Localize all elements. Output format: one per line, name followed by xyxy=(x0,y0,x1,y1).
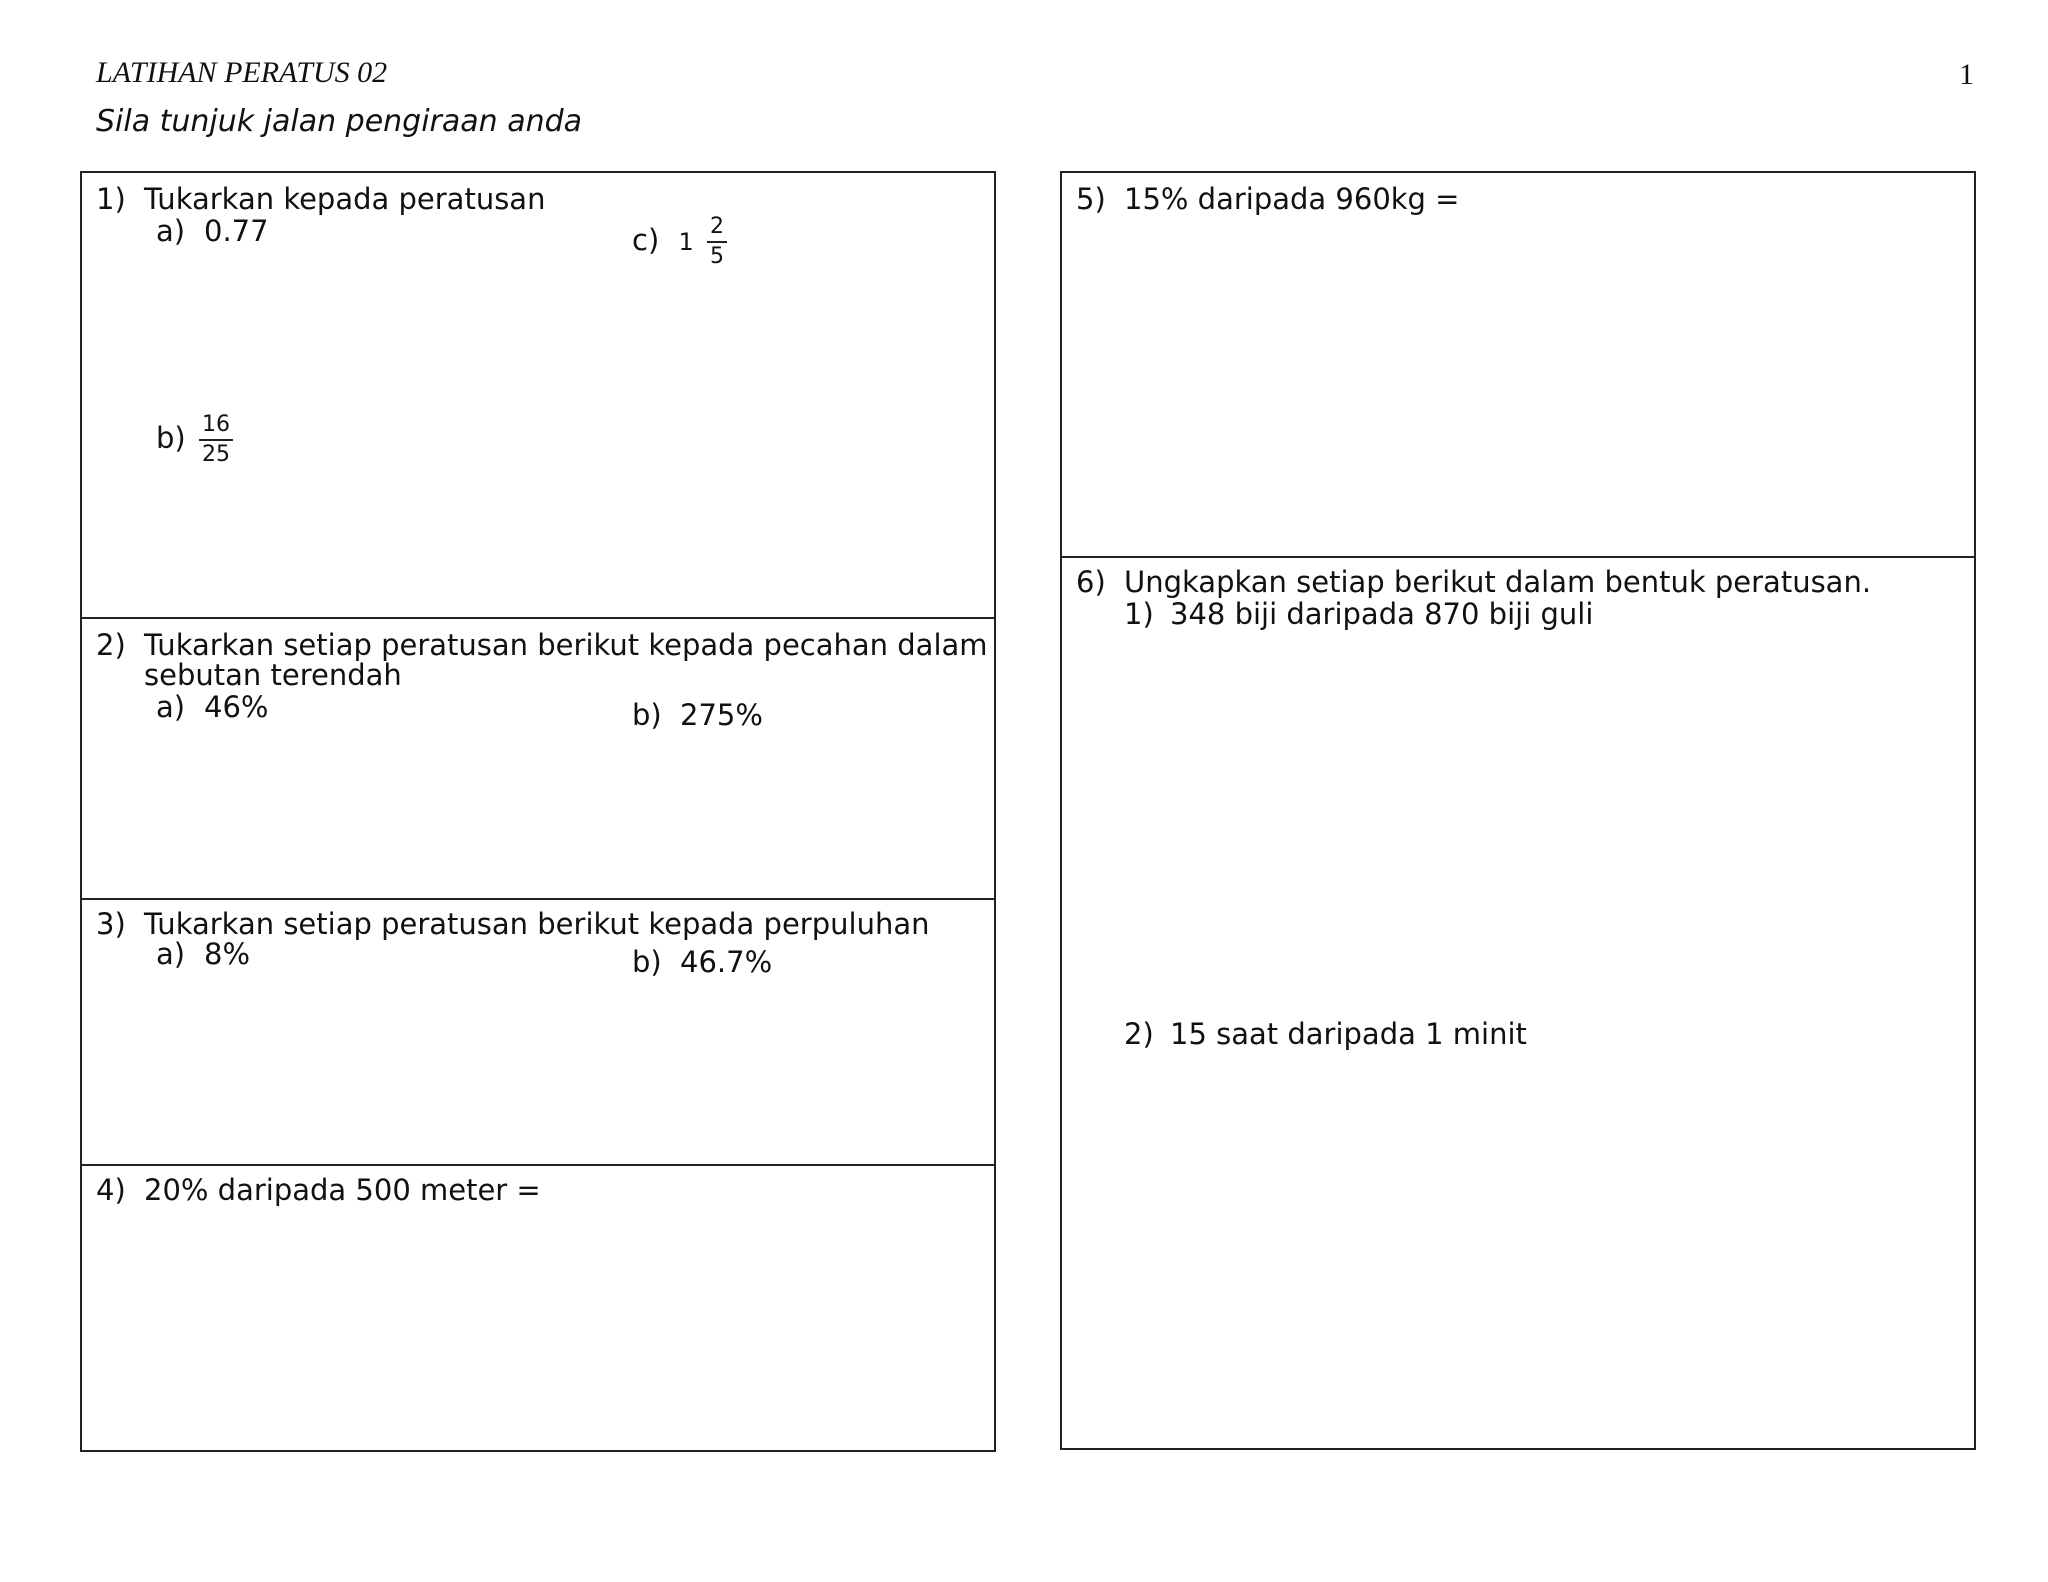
question-1-box xyxy=(82,173,994,617)
question-5-box xyxy=(1062,173,1974,556)
question-4-box xyxy=(82,1164,994,1450)
question-2-number: 2) xyxy=(96,628,126,662)
question-5-number: 5) xyxy=(1076,182,1106,216)
question-1a-label: a) xyxy=(156,214,186,248)
question-6-part2-label: 2) xyxy=(1124,1017,1154,1051)
right-column xyxy=(1060,171,1976,1450)
question-2-text-line2: sebutan terendah xyxy=(144,658,402,692)
question-3-number: 3) xyxy=(96,907,126,941)
question-4-number: 4) xyxy=(96,1173,126,1207)
question-2b-value: 275% xyxy=(680,698,763,732)
question-1-text: Tukarkan kepada peratusan xyxy=(144,182,546,216)
question-3a-value: 8% xyxy=(204,937,251,971)
question-1b-label: b) xyxy=(156,421,186,455)
question-5-text: 15% daripada 960kg = xyxy=(1124,182,1460,216)
question-1b-numerator: 16 xyxy=(199,413,233,441)
worksheet-title: LATIHAN PERATUS 02 xyxy=(96,56,388,89)
question-1a-value: 0.77 xyxy=(204,214,269,248)
question-1c-numerator: 2 xyxy=(707,215,727,243)
question-1c-item xyxy=(632,215,727,269)
instruction-text: Sila tunjuk jalan pengiraan anda xyxy=(96,104,583,139)
question-1b-item xyxy=(156,413,233,467)
question-2b-label: b) xyxy=(632,698,662,732)
question-3-box xyxy=(82,898,994,1164)
left-column xyxy=(80,171,996,1452)
question-6-part1-label: 1) xyxy=(1124,597,1154,631)
question-2a-value: 46% xyxy=(204,690,269,724)
question-2a-label: a) xyxy=(156,690,186,724)
question-2-text-line1: Tukarkan setiap peratusan berikut kepada pecahan dalam xyxy=(144,628,988,662)
question-6-part1-value: 348 biji daripada 870 biji guli xyxy=(1170,597,1594,631)
question-6-number: 6) xyxy=(1076,565,1106,599)
question-2-box xyxy=(82,617,994,898)
question-3-text: Tukarkan setiap peratusan berikut kepada perpuluhan xyxy=(144,907,930,941)
page-number: 1 xyxy=(1959,58,1974,91)
question-1b-denominator: 25 xyxy=(201,442,230,467)
question-1b-fraction xyxy=(199,413,233,467)
question-6-box xyxy=(1062,556,1974,1448)
question-1c-fraction xyxy=(707,215,727,269)
question-1-number: 1) xyxy=(96,182,126,216)
question-1c-whole: 1 xyxy=(678,228,694,256)
question-3b-value: 46.7% xyxy=(680,945,773,979)
question-6-text: Ungkapkan setiap berikut dalam bentuk peratusan. xyxy=(1124,565,1872,599)
question-3b-label: b) xyxy=(632,945,662,979)
question-6-part2-value: 15 saat daripada 1 minit xyxy=(1170,1017,1527,1051)
question-4-text: 20% daripada 500 meter = xyxy=(144,1173,541,1207)
question-3a-label: a) xyxy=(156,937,186,971)
question-1c-label: c) xyxy=(632,223,660,257)
question-1c-denominator: 5 xyxy=(709,244,724,269)
